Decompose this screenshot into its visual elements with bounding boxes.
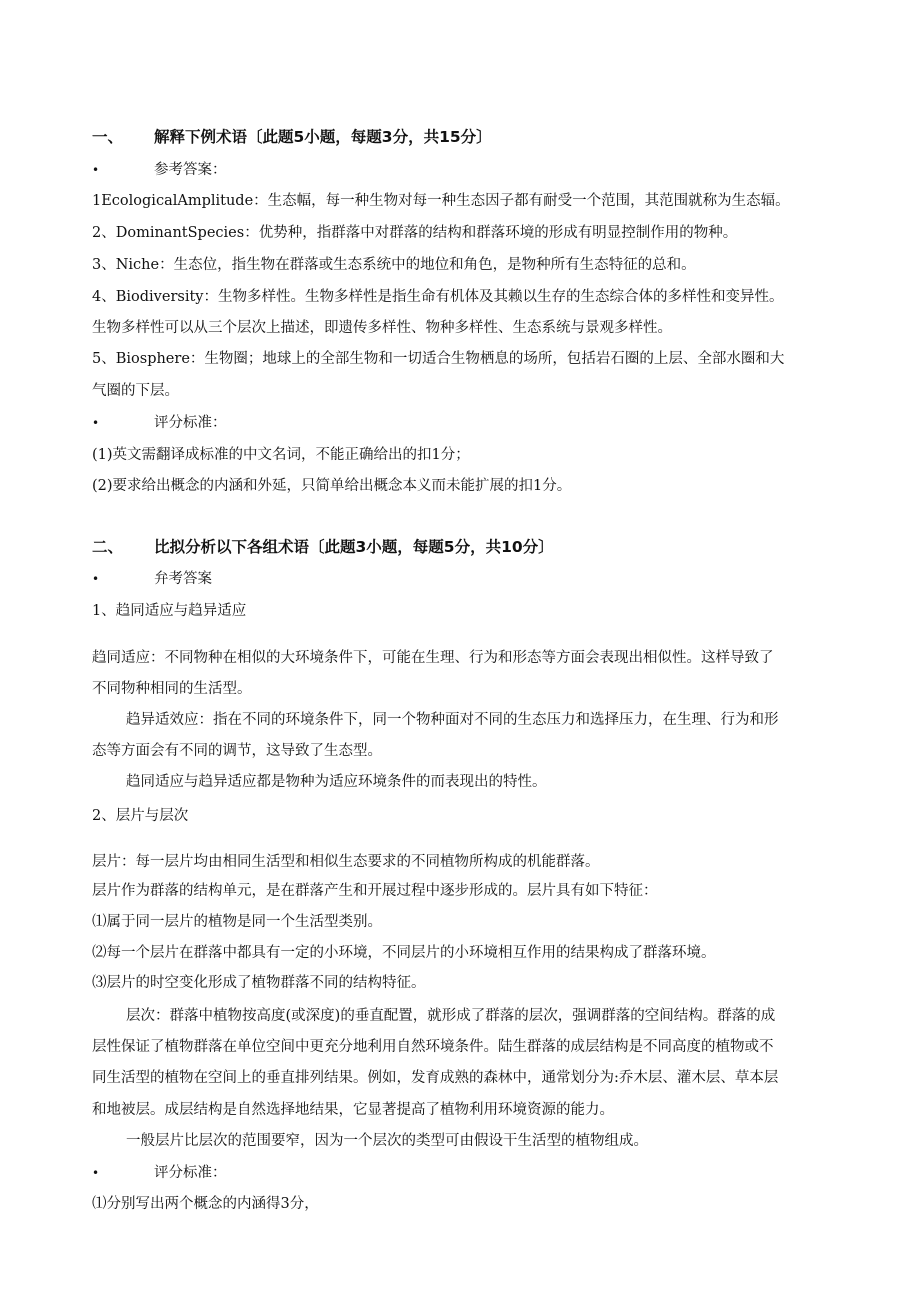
section-2-subheading: 2、层片与层次 bbox=[92, 808, 189, 824]
section-2-paragraph-line: 趋同适应与趋异适应都是物种为适应环境条件的而表现出的特性。 bbox=[126, 774, 547, 790]
section-2-list-item: ⑵每一个层片在群落中都具有一定的小环境，不同层片的小环境相互作用的结果构成了群落环境。 bbox=[92, 945, 716, 961]
section-1-item: 4、Biodiversity：生物多样性。生物多样性是指生命有机体及其赖以生存的生态综合体的多样性和变异性。 bbox=[92, 289, 784, 305]
section-2-number: 二、 bbox=[92, 538, 124, 556]
section-2-criteria-label-line bbox=[92, 1163, 860, 1183]
section-2-paragraph-line: 不同物种相同的生活型。 bbox=[92, 681, 252, 697]
section-2-criteria-label: 评分标准： bbox=[154, 1165, 227, 1181]
section-2-list-item: ⑴属于同一层片的植物是同一个生活型类别。 bbox=[92, 914, 382, 930]
section-1-item: 生物多样性可以从三个层次上描述，即遗传多样性、物种多样性、生态系统与景观多样性。 bbox=[92, 320, 672, 336]
section-1-item: 5、Biosphere：生物圈；地球上的全部生物和一切适合生物栖息的场所，包括岩石圈的上层、全部水圈和大 bbox=[92, 351, 785, 367]
section-1-heading bbox=[92, 127, 860, 147]
bullet-icon: • bbox=[92, 572, 100, 586]
section-2-paragraph-line: 趋同适应：不同物种在相似的大环境条件下，可能在生理、行为和形态等方面会表现出相似性。这样导致了 bbox=[92, 650, 774, 666]
section-1-title: 解释下例术语〔此题5小题，每题3分，共15分〕 bbox=[154, 128, 492, 146]
section-1-item: 3、Niche：生态位，指生物在群落或生态系统中的地位和角色，是物种所有生态特征的总和。 bbox=[92, 257, 696, 273]
section-2-paragraph-line: 层次：群落中植物按高度(或深度)的垂直配置，就形成了群落的层次，强调群落的空间结构。群落的成 bbox=[126, 1008, 776, 1024]
bullet-icon: • bbox=[92, 416, 100, 430]
section-1-criteria-label: 评分标准： bbox=[154, 415, 227, 431]
bullet-icon: • bbox=[92, 1166, 100, 1180]
section-2-paragraph-line: 态等方面会有不同的调节，这导致了生态型。 bbox=[92, 743, 382, 759]
section-2-paragraph-line: 趋异适效应：指在不同的环境条件下，同一个物种面对不同的生态压力和选择压力，在生理、行为和形 bbox=[126, 712, 779, 728]
section-1-item: 2、DominantSpecies：优势种，指群落中对群落的结构和群落环境的形成有明显控制作用的物种。 bbox=[92, 225, 738, 241]
section-2-answer-label-line bbox=[92, 569, 860, 589]
section-1-answer-label-line bbox=[92, 160, 860, 180]
section-1-answer-label: 参考答案： bbox=[154, 162, 227, 178]
bullet-icon: • bbox=[92, 163, 100, 177]
section-1-item: 1EcologicalAmplitude：生态幅，每一种生物对每一种生态因子都有耐受一个范围，其范围就称为生态辐。 bbox=[92, 193, 790, 209]
section-2-answer-label: 弁考答案 bbox=[154, 571, 212, 587]
section-1-criteria-item: (2)要求给出概念的内涵和外延，只简单给出概念本义而未能扩展的扣1分。 bbox=[92, 478, 572, 494]
section-1-number: 一、 bbox=[92, 128, 124, 146]
section-2-heading bbox=[92, 537, 860, 557]
section-2-title: 比拟分析以下各组术语〔此题3小题，每题5分，共10分〕 bbox=[154, 538, 554, 556]
section-2-paragraph-line: 一般层片比层次的范围要窄，因为一个层次的类型可由假设干生活型的植物组成。 bbox=[126, 1133, 648, 1149]
section-2-paragraph-line: 和地被层。成层结构是自然选择地结果，它显著提高了植物利用环境资源的能力。 bbox=[92, 1102, 614, 1118]
section-1-item: 气圈的下层。 bbox=[92, 383, 179, 399]
section-2-paragraph-line: 层性保证了植物群落在单位空间中更充分地利用自然环境条件。陆生群落的成层结构是不同高度的植物或不 bbox=[92, 1039, 774, 1055]
section-2-criteria-item: ⑴分别写出两个概念的内涵得3分， bbox=[92, 1196, 319, 1212]
section-1-criteria-label-line bbox=[92, 413, 860, 433]
section-2-subheading: 1、趋同适应与趋异适应 bbox=[92, 603, 247, 619]
section-2-paragraph-line: 层片：每一层片均由相同生活型和相似生态要求的不同植物所构成的机能群落。 bbox=[92, 854, 600, 870]
section-2-paragraph-line: 同生活型的植物在空间上的垂直排列结果。例如，发育成熟的森林中，通常划分为:乔木层、灌木层、草本层 bbox=[92, 1070, 779, 1086]
section-1-criteria-item: (1)英文需翻译成标准的中文名词，不能正确给出的扣1分； bbox=[92, 447, 470, 463]
section-2-paragraph-line: 层片作为群落的结构单元，是在群落产生和开展过程中逐步形成的。层片具有如下特征： bbox=[92, 883, 658, 899]
section-2-list-item: ⑶层片的时空变化形成了植物群落不同的结构特征。 bbox=[92, 975, 426, 991]
